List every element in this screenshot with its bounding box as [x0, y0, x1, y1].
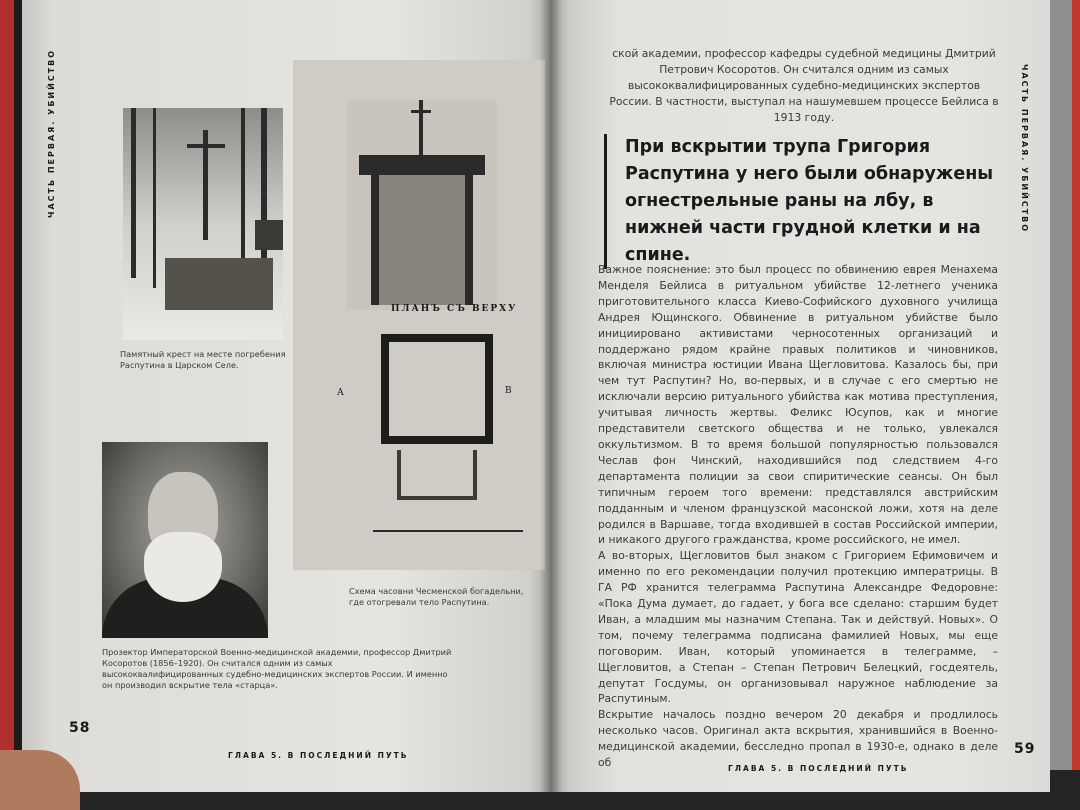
book-edge-red	[0, 0, 14, 810]
portrait-caption: Прозектор Императорской Военно-медицинской академии, профессор Дмитрий Косоротов (1856–1920). Он считался одним из самых высококвалифицированных судебно-медицинских экспертов России. И именно он производил вскрытие тела «старца».	[102, 647, 452, 690]
portrait-photo	[102, 442, 268, 638]
paragraph: Важное пояснение: это был процесс по обвинению еврея Менахема Менделя Бейлиса в ритуальном убийстве 12-летнего ученика приготовительного класса Киево-Софийского духовного училища Андрея Ющинского. Обвинение в ритуальном убийстве было инициировано активистами черносотенных организаций и поддержано рядом крайне правых политиков и чиновников, включая министра юстиции Ивана Щегловитова. Казалось бы, при чем тут Распутин? Но, во-первых, и в случае с его смертью не исключали версию ритуального убийства как мотива преступления, учитывая личность жертвы. Феликс Юсупов, как и многие представители светского общества и не только, увлекался оккультизмом. В то время большой популярностью пользовался Чеслав фон Чинский, находившийся под следствием 4-го департамента полиции за свои спиритические сеансы. Он был типичным героем того времени: представлялся австрийским подданным и членом французской масонской ложи, хотя на деле родился в Варшаве, тогда входившей в состав Российской империи, и никакого другого гражданства, кроме российского, не имел.	[598, 263, 998, 547]
left-running-head: ЧАСТЬ ПЕРВАЯ. УБИЙСТВО	[47, 48, 56, 218]
book-edge-right-red	[1072, 0, 1080, 810]
chapel-scheme-image	[293, 60, 545, 570]
body-text-top: ской академии, профессор кафедры судебной медицины Дмитрий Петрович Косоротов. Он считался одним из самых высококвалифицированных судебно-медицинских экспертов России. В частности, выступал на нашумевшем процессе Бейлиса в 1913 году.	[609, 47, 999, 124]
cross-photo-caption: Памятный крест на месте погребения Распутина в Царском Селе.	[120, 349, 286, 370]
chapel-scheme-caption: Схема часовни Чесменской богадельни, где отогревали тело Распутина.	[349, 586, 524, 607]
left-page-number: 58	[69, 720, 91, 736]
pull-quote: При вскрытии трупа Григория Распутина у него были обнаружены огнестрельные раны на лбу, в нижней части грудной клетки и на спине.	[604, 134, 1004, 269]
body-text-main	[598, 262, 998, 771]
paragraph: Вскрытие началось поздно вечером 20 декабря и продлилось несколько часов. Оригинал акта вскрытия, хранившийся в Военно-медицинской академии, бесследно пропал в 1930-е, однако в деле об	[598, 708, 998, 770]
plan-title: ПЛАНЪ СЪ ВЕРХУ	[391, 304, 518, 314]
plan-label-a: А	[337, 388, 344, 398]
right-page-number: 59	[1014, 741, 1036, 757]
plan-label-b: В	[505, 386, 512, 396]
gutter-shadow	[540, 0, 562, 792]
paragraph: А во-вторых, Щегловитов был знаком с Григорием Ефимовичем и именно по его рекомендации получил протекцию императрицы. В ГА РФ хранится телеграмма Распутина Александре Федоровне: «Пока Дума думает, до гадает, у бога все сделано: старшим будет Иван, а младшим мы назначим Степана. Так и действуй. Новых». О том, почему телеграмма подписана фамилией Новых, мы еще поговорим. Иван, который упоминается в телеграмме, – Щегловитов, а Степан – Степан Петрович Белецкий, госдеятель, депутат Госдумы, он организовывал наружное наблюдение за Распутиным.	[598, 549, 998, 706]
cross-photo	[123, 108, 283, 340]
right-footer: ГЛАВА 5. В ПОСЛЕДНИЙ ПУТЬ	[728, 764, 909, 773]
left-footer: ГЛАВА 5. В ПОСЛЕДНИЙ ПУТЬ	[228, 751, 409, 760]
right-running-head: ЧАСТЬ ПЕРВАЯ. УБИЙСТВО	[1020, 64, 1029, 234]
